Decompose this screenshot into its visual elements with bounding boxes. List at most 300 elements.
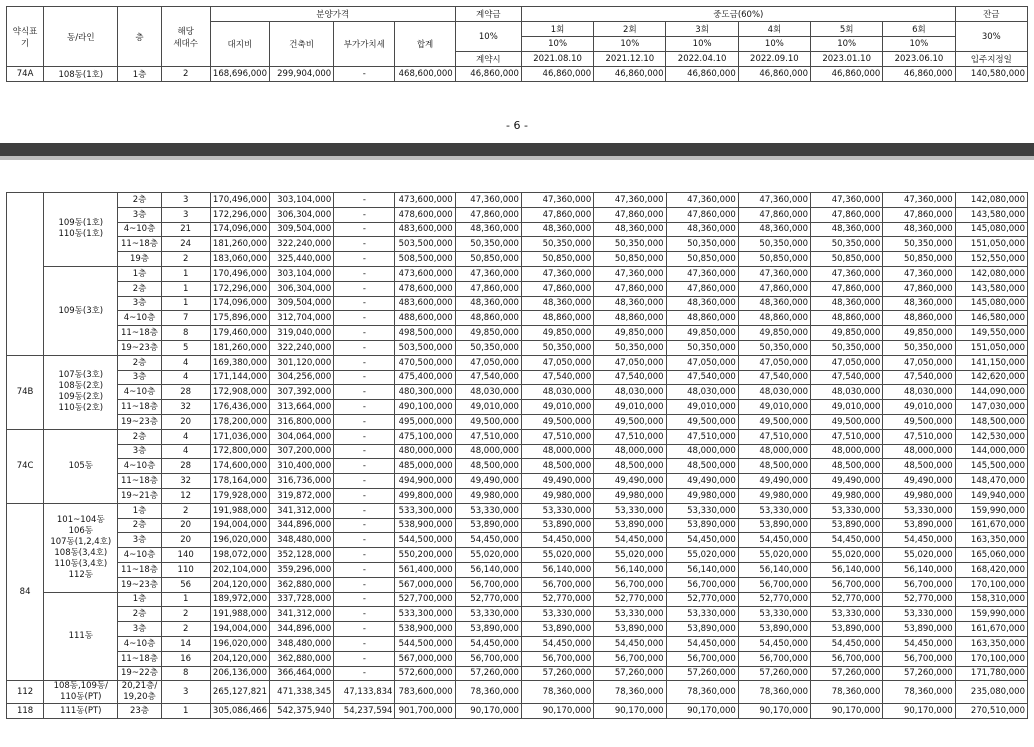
contract-cell: 78,360,000 — [455, 681, 521, 704]
contract-cell: 46,860,000 — [455, 67, 521, 82]
land-cell: 170,496,000 — [210, 266, 269, 281]
vat-cell: - — [334, 488, 395, 503]
installment-cell: 54,450,000 — [594, 636, 666, 651]
contract-cell: 49,980,000 — [455, 488, 521, 503]
contract-cell: 48,360,000 — [455, 222, 521, 237]
building-cost-cell: 542,375,940 — [269, 704, 333, 719]
total-cell: 470,500,000 — [395, 355, 455, 370]
units-cell: 110 — [161, 562, 210, 577]
vat-cell: - — [334, 266, 395, 281]
building-cost-cell: 304,256,000 — [269, 370, 333, 385]
land-cell: 196,020,000 — [210, 636, 269, 651]
installment-cell: 47,860,000 — [738, 207, 810, 222]
total-cell: 478,600,000 — [395, 207, 455, 222]
installment-cell: 53,890,000 — [594, 622, 666, 637]
table-row — [7, 429, 1028, 444]
installment-cell: 49,850,000 — [811, 326, 883, 341]
installment-cell: 47,540,000 — [594, 370, 666, 385]
total-cell: 538,900,000 — [395, 518, 455, 533]
installment-cell: 49,980,000 — [594, 488, 666, 503]
table-row — [7, 607, 1028, 622]
land-cell: 202,104,000 — [210, 562, 269, 577]
units-cell: 4 — [161, 355, 210, 370]
building-cost-cell: 299,904,000 — [269, 67, 333, 82]
units-cell: 20 — [161, 533, 210, 548]
table-row — [7, 533, 1028, 548]
balance-cell: 151,050,000 — [955, 340, 1027, 355]
floor-cell: 2층 — [118, 355, 161, 370]
total-cell: 550,200,000 — [395, 548, 455, 563]
floor-cell: 19~22층 — [118, 666, 161, 681]
land-cell: 305,086,466 — [210, 704, 269, 719]
installment-cell: 49,490,000 — [883, 474, 955, 489]
installment-cell: 47,860,000 — [521, 281, 593, 296]
installment-cell: 47,860,000 — [666, 281, 738, 296]
installment-cell: 52,770,000 — [521, 592, 593, 607]
table-row — [7, 474, 1028, 489]
installment-cell: 47,360,000 — [811, 266, 883, 281]
installment-cell: 47,510,000 — [883, 429, 955, 444]
installment-cell: 52,770,000 — [738, 592, 810, 607]
building-cost-cell: 341,312,000 — [269, 503, 333, 518]
installment-cell: 50,350,000 — [738, 237, 810, 252]
installment-cell: 47,510,000 — [811, 429, 883, 444]
installment-cell: 53,330,000 — [811, 607, 883, 622]
floor-cell: 4~10층 — [118, 222, 161, 237]
building-cost-cell: 312,704,000 — [269, 311, 333, 326]
installment-cell: 49,010,000 — [883, 400, 955, 415]
installment-cell: 49,980,000 — [738, 488, 810, 503]
installment-cell: 48,000,000 — [521, 444, 593, 459]
contract-cell: 48,000,000 — [455, 444, 521, 459]
header-balance: 잔금 — [955, 7, 1027, 22]
contract-cell: 50,350,000 — [455, 237, 521, 252]
installment-cell: 47,860,000 — [521, 207, 593, 222]
installment-cell: 47,860,000 — [738, 281, 810, 296]
vat-cell: - — [334, 237, 395, 252]
land-cell: 191,988,000 — [210, 503, 269, 518]
contract-cell: 54,450,000 — [455, 636, 521, 651]
installment-cell: 49,010,000 — [666, 400, 738, 415]
land-cell: 172,296,000 — [210, 281, 269, 296]
price-table-body — [7, 193, 1028, 719]
total-cell: 572,600,000 — [395, 666, 455, 681]
balance-cell: 141,150,000 — [955, 355, 1027, 370]
total-cell: 538,900,000 — [395, 622, 455, 637]
installment-cell: 49,500,000 — [666, 414, 738, 429]
installment-cell: 57,260,000 — [594, 666, 666, 681]
installment-cell: 47,050,000 — [521, 355, 593, 370]
vat-cell: - — [334, 207, 395, 222]
installment-cell: 50,350,000 — [594, 237, 666, 252]
installment-cell: 55,020,000 — [738, 548, 810, 563]
total-cell: 473,600,000 — [395, 193, 455, 208]
installment-cell: 47,360,000 — [666, 193, 738, 208]
installment-cell: 48,360,000 — [594, 222, 666, 237]
header-vat: 부가가치세 — [334, 22, 395, 67]
vat-cell: - — [334, 222, 395, 237]
installment-cell: 78,360,000 — [594, 681, 666, 704]
header-middle-payment: 중도금(60%) — [521, 7, 955, 22]
building-cell: 109동(1호) 110동(1호) — [44, 193, 118, 267]
floor-cell: 1층 — [118, 592, 161, 607]
installment-cell: 48,360,000 — [883, 222, 955, 237]
table-row — [7, 444, 1028, 459]
balance-cell: 144,000,000 — [955, 444, 1027, 459]
installment-cell: 48,860,000 — [738, 311, 810, 326]
balance-cell: 140,580,000 — [955, 67, 1027, 82]
contract-cell: 49,490,000 — [455, 474, 521, 489]
building-cost-cell: 307,392,000 — [269, 385, 333, 400]
installment-cell: 56,700,000 — [738, 577, 810, 592]
building-cost-cell: 313,664,000 — [269, 400, 333, 415]
installment-cell: 54,450,000 — [883, 533, 955, 548]
building-cost-cell: 337,728,000 — [269, 592, 333, 607]
units-cell: 2 — [161, 503, 210, 518]
building-cost-cell: 316,800,000 — [269, 414, 333, 429]
units-cell: 20 — [161, 518, 210, 533]
installment-cell: 78,360,000 — [883, 681, 955, 704]
type-cell: 84 — [7, 503, 44, 681]
installment-cell: 48,500,000 — [738, 459, 810, 474]
building-cost-cell: 359,296,000 — [269, 562, 333, 577]
installment-cell: 47,360,000 — [594, 266, 666, 281]
total-cell: 468,600,000 — [395, 67, 455, 82]
vat-cell: - — [334, 429, 395, 444]
land-cell: 204,120,000 — [210, 577, 269, 592]
contract-cell: 57,260,000 — [455, 666, 521, 681]
table-row — [7, 266, 1028, 281]
installment-cell: 49,980,000 — [521, 488, 593, 503]
total-cell: 567,000,000 — [395, 651, 455, 666]
installment-cell: 50,350,000 — [594, 340, 666, 355]
balance-cell: 161,670,000 — [955, 518, 1027, 533]
installment-cell: 47,360,000 — [738, 266, 810, 281]
installment-cell: 49,500,000 — [883, 414, 955, 429]
header-units: 해당 세대수 — [161, 7, 210, 67]
units-cell: 3 — [161, 193, 210, 208]
units-cell: 21 — [161, 222, 210, 237]
land-cell: 204,120,000 — [210, 651, 269, 666]
installment-date: 2021.08.10 — [521, 52, 593, 67]
table-row — [7, 252, 1028, 267]
balance-cell: 143,580,000 — [955, 207, 1027, 222]
units-cell: 140 — [161, 548, 210, 563]
installment-cell: 54,450,000 — [811, 636, 883, 651]
building-cost-cell: 303,104,000 — [269, 266, 333, 281]
contract-cell: 47,860,000 — [455, 281, 521, 296]
units-cell: 20 — [161, 414, 210, 429]
land-cell: 181,260,000 — [210, 237, 269, 252]
installment-cell: 56,140,000 — [521, 562, 593, 577]
installment-cell: 46,860,000 — [738, 67, 810, 82]
building-cell: 108동,109동/ 110동(PT) — [44, 681, 118, 704]
table-row — [7, 355, 1028, 370]
installment-cell: 49,490,000 — [738, 474, 810, 489]
installment-cell: 49,850,000 — [594, 326, 666, 341]
installment-cell: 50,350,000 — [811, 237, 883, 252]
units-cell: 1 — [161, 296, 210, 311]
building-cost-cell: 348,480,000 — [269, 533, 333, 548]
land-cell: 194,004,000 — [210, 518, 269, 533]
total-cell: 783,600,000 — [395, 681, 455, 704]
installment-cell: 56,700,000 — [738, 651, 810, 666]
installment-cell: 47,540,000 — [883, 370, 955, 385]
installment-cell: 48,860,000 — [883, 311, 955, 326]
installment-cell: 49,980,000 — [883, 488, 955, 503]
installment-cell: 57,260,000 — [738, 666, 810, 681]
installment-cell: 54,450,000 — [738, 533, 810, 548]
land-cell: 265,127,821 — [210, 681, 269, 704]
installment-cell: 48,000,000 — [738, 444, 810, 459]
installment-label: 5회 — [811, 22, 883, 37]
table-row — [7, 414, 1028, 429]
page-divider — [0, 143, 1034, 156]
installment-cell: 49,850,000 — [738, 326, 810, 341]
installment-cell: 47,510,000 — [666, 429, 738, 444]
building-cell: 111동 — [44, 592, 118, 681]
type-cell: 74B — [7, 355, 44, 429]
installment-pct: 10% — [811, 37, 883, 52]
installment-cell: 47,510,000 — [594, 429, 666, 444]
land-cell: 191,988,000 — [210, 607, 269, 622]
floor-cell: 2층 — [118, 607, 161, 622]
balance-cell: 145,080,000 — [955, 222, 1027, 237]
installment-cell: 48,000,000 — [666, 444, 738, 459]
floor-cell: 19층 — [118, 252, 161, 267]
units-cell: 16 — [161, 651, 210, 666]
installment-cell: 48,860,000 — [811, 311, 883, 326]
installment-cell: 49,850,000 — [883, 326, 955, 341]
header-type-code: 약식표기 — [7, 7, 44, 67]
total-cell: 544,500,000 — [395, 636, 455, 651]
balance-cell: 145,080,000 — [955, 296, 1027, 311]
building-cell: 105동 — [44, 429, 118, 503]
total-cell: 508,500,000 — [395, 252, 455, 267]
installment-cell: 49,500,000 — [594, 414, 666, 429]
land-cell: 179,460,000 — [210, 326, 269, 341]
installment-cell: 53,330,000 — [594, 607, 666, 622]
installment-cell: 49,490,000 — [666, 474, 738, 489]
installment-cell: 90,170,000 — [883, 704, 955, 719]
floor-cell: 2층 — [118, 193, 161, 208]
balance-cell: 170,100,000 — [955, 577, 1027, 592]
units-cell: 24 — [161, 237, 210, 252]
vat-cell: - — [334, 252, 395, 267]
installment-cell: 53,330,000 — [521, 503, 593, 518]
installment-cell: 48,360,000 — [738, 222, 810, 237]
installment-cell: 47,360,000 — [738, 193, 810, 208]
vat-cell: - — [334, 607, 395, 622]
balance-cell: 270,510,000 — [955, 704, 1027, 719]
installment-cell: 56,140,000 — [666, 562, 738, 577]
floor-cell: 3층 — [118, 622, 161, 637]
installment-cell: 50,850,000 — [666, 252, 738, 267]
installment-cell: 47,360,000 — [521, 193, 593, 208]
table-row — [7, 681, 1028, 704]
balance-cell: 163,350,000 — [955, 533, 1027, 548]
installment-cell: 50,850,000 — [594, 252, 666, 267]
contract-cell: 53,890,000 — [455, 622, 521, 637]
floor-cell: 2층 — [118, 429, 161, 444]
installment-cell: 48,030,000 — [666, 385, 738, 400]
installment-cell: 48,860,000 — [521, 311, 593, 326]
installment-cell: 50,850,000 — [738, 252, 810, 267]
building-cost-cell: 344,896,000 — [269, 622, 333, 637]
installment-cell: 78,360,000 — [521, 681, 593, 704]
vat-cell: - — [334, 296, 395, 311]
balance-cell: 148,470,000 — [955, 474, 1027, 489]
installment-cell: 46,860,000 — [883, 67, 955, 82]
building-cost-cell: 362,880,000 — [269, 577, 333, 592]
installment-cell: 56,700,000 — [666, 577, 738, 592]
installment-pct: 10% — [521, 37, 593, 52]
installment-cell: 50,350,000 — [521, 340, 593, 355]
contract-cell: 48,030,000 — [455, 385, 521, 400]
balance-cell: 158,310,000 — [955, 592, 1027, 607]
installment-cell: 78,360,000 — [666, 681, 738, 704]
installment-cell: 47,860,000 — [883, 281, 955, 296]
building-cost-cell: 319,040,000 — [269, 326, 333, 341]
installment-cell: 47,360,000 — [594, 193, 666, 208]
installment-cell: 48,030,000 — [521, 385, 593, 400]
contract-cell: 53,330,000 — [455, 503, 521, 518]
units-cell: 56 — [161, 577, 210, 592]
balance-cell: 145,500,000 — [955, 459, 1027, 474]
installment-cell: 57,260,000 — [811, 666, 883, 681]
vat-cell: - — [334, 326, 395, 341]
balance-cell: 235,080,000 — [955, 681, 1027, 704]
installment-cell: 47,540,000 — [738, 370, 810, 385]
installment-cell: 47,050,000 — [883, 355, 955, 370]
units-cell: 1 — [161, 266, 210, 281]
installment-cell: 46,860,000 — [811, 67, 883, 82]
contract-cell: 55,020,000 — [455, 548, 521, 563]
vat-cell: - — [334, 562, 395, 577]
total-cell: 503,500,000 — [395, 237, 455, 252]
installment-cell: 53,890,000 — [594, 518, 666, 533]
table-row — [7, 340, 1028, 355]
installment-cell: 49,980,000 — [666, 488, 738, 503]
table-row — [7, 459, 1028, 474]
installment-cell: 53,890,000 — [666, 518, 738, 533]
header-total: 합계 — [395, 22, 455, 67]
installment-cell: 49,010,000 — [521, 400, 593, 415]
contract-cell: 52,770,000 — [455, 592, 521, 607]
installment-cell: 47,360,000 — [811, 193, 883, 208]
table-row — [7, 207, 1028, 222]
floor-cell: 11~18층 — [118, 651, 161, 666]
installment-cell: 56,140,000 — [738, 562, 810, 577]
installment-cell: 52,770,000 — [883, 592, 955, 607]
table-row — [7, 518, 1028, 533]
land-cell: 168,696,000 — [210, 67, 269, 82]
floor-cell: 2층 — [118, 281, 161, 296]
floor-cell: 4~10층 — [118, 311, 161, 326]
header-floor: 층 — [118, 7, 161, 67]
land-cell: 178,200,000 — [210, 414, 269, 429]
balance-cell: 142,620,000 — [955, 370, 1027, 385]
installment-date: 2023.01.10 — [811, 52, 883, 67]
contract-cell: 54,450,000 — [455, 533, 521, 548]
total-cell: 475,400,000 — [395, 370, 455, 385]
header-contract: 계약금 — [455, 7, 521, 22]
table-row — [7, 577, 1028, 592]
contract-cell: 50,350,000 — [455, 340, 521, 355]
installment-cell: 49,850,000 — [666, 326, 738, 341]
installment-cell: 54,450,000 — [666, 533, 738, 548]
installment-cell: 48,860,000 — [666, 311, 738, 326]
installment-cell: 53,330,000 — [666, 503, 738, 518]
table-row — [7, 562, 1028, 577]
installment-cell: 53,330,000 — [811, 503, 883, 518]
balance-cell: 163,350,000 — [955, 636, 1027, 651]
installment-label: 2회 — [594, 22, 666, 37]
balance-cell: 147,030,000 — [955, 400, 1027, 415]
units-cell: 8 — [161, 666, 210, 681]
installment-cell: 53,890,000 — [883, 622, 955, 637]
installment-cell: 54,450,000 — [738, 636, 810, 651]
contract-cell: 53,890,000 — [455, 518, 521, 533]
installment-cell: 53,890,000 — [666, 622, 738, 637]
balance-cell: 149,550,000 — [955, 326, 1027, 341]
header-balance-pct: 30% — [955, 22, 1027, 52]
land-cell: 178,164,000 — [210, 474, 269, 489]
units-cell: 5 — [161, 340, 210, 355]
installment-cell: 48,360,000 — [811, 296, 883, 311]
installment-label: 1회 — [521, 22, 593, 37]
land-cell: 206,136,000 — [210, 666, 269, 681]
installment-cell: 48,360,000 — [666, 222, 738, 237]
floor-cell: 3층 — [118, 370, 161, 385]
vat-cell: - — [334, 281, 395, 296]
installment-cell: 57,260,000 — [521, 666, 593, 681]
installment-cell: 49,010,000 — [594, 400, 666, 415]
balance-cell: 171,780,000 — [955, 666, 1027, 681]
land-cell: 181,260,000 — [210, 340, 269, 355]
installment-cell: 55,020,000 — [521, 548, 593, 563]
balance-cell: 152,550,000 — [955, 252, 1027, 267]
installment-date: 2023.06.10 — [883, 52, 955, 67]
installment-cell: 49,850,000 — [521, 326, 593, 341]
balance-cell: 170,100,000 — [955, 651, 1027, 666]
balance-cell: 148,500,000 — [955, 414, 1027, 429]
installment-cell: 48,030,000 — [811, 385, 883, 400]
installment-cell: 50,350,000 — [666, 340, 738, 355]
land-cell: 170,496,000 — [210, 193, 269, 208]
building-cost-cell: 352,128,000 — [269, 548, 333, 563]
type-cell: 112 — [7, 681, 44, 704]
floor-cell: 11~18층 — [118, 400, 161, 415]
installment-cell: 53,330,000 — [883, 607, 955, 622]
installment-cell: 47,540,000 — [811, 370, 883, 385]
installment-cell: 56,700,000 — [811, 651, 883, 666]
vat-cell: - — [334, 577, 395, 592]
units-cell: 4 — [161, 444, 210, 459]
vat-cell: - — [334, 340, 395, 355]
vat-cell: - — [334, 193, 395, 208]
installment-cell: 56,700,000 — [883, 651, 955, 666]
installment-cell: 55,020,000 — [594, 548, 666, 563]
table-row — [7, 67, 1028, 82]
units-cell: 3 — [161, 681, 210, 704]
installment-cell: 56,140,000 — [883, 562, 955, 577]
installment-cell: 46,860,000 — [521, 67, 593, 82]
installment-cell: 49,980,000 — [811, 488, 883, 503]
installment-cell: 48,500,000 — [521, 459, 593, 474]
vat-cell: - — [334, 518, 395, 533]
floor-cell: 4~10층 — [118, 385, 161, 400]
